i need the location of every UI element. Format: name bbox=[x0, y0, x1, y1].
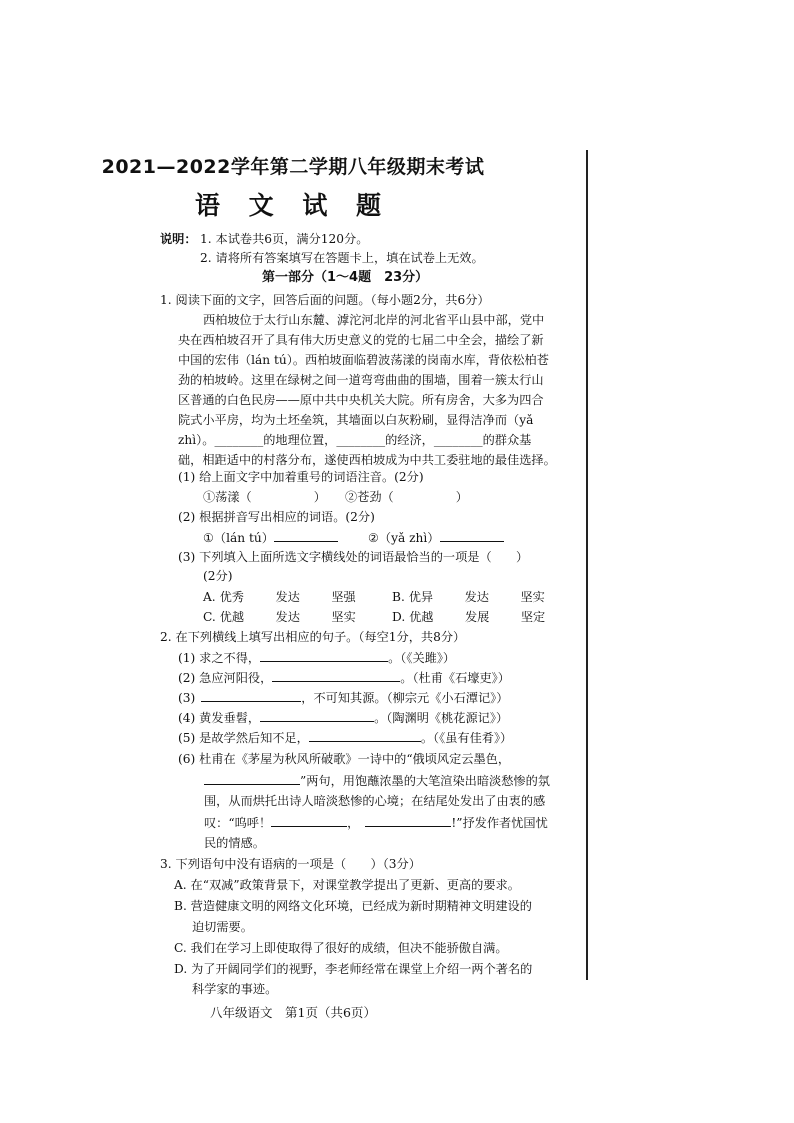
q1-sub1-a bbox=[203, 490, 326, 504]
q3-option-c: C. 我们在学习上即使取得了很好的成绩，但决不能骄傲自满。 bbox=[174, 941, 508, 955]
option-label: C. bbox=[203, 610, 216, 624]
q3-option-b-cont: 迫切需要。 bbox=[192, 920, 253, 934]
q3-option-b: B. 营造健康文明的网络文化环境，已经成为新时期精神文明建设的 bbox=[174, 899, 532, 913]
q2-text: 。（杜甫《石壕吏》） bbox=[400, 671, 510, 685]
q2-text: (1) 求之不得， bbox=[178, 651, 261, 665]
option-word: 优异 bbox=[408, 590, 434, 604]
q2-text: ”两句，用饱蘸浓墨的大笔渲染出暗淡愁惨的氛 bbox=[300, 774, 550, 788]
q3-option-d-cont: 科学家的事迹。 bbox=[192, 982, 278, 996]
option-word: 优秀 bbox=[219, 590, 244, 604]
notes-item-1: 1. 本试卷共6页，满分120分。 bbox=[200, 232, 369, 246]
q2-line-6c: 围，从而烘托出诗人暗淡愁惨的心境；在结尾处发出了由衷的感 bbox=[204, 794, 546, 808]
part1-heading: 第一部分（1～4题 23分） bbox=[262, 270, 429, 285]
q1-passage-line: 中国的宏伟（lán tú）。西柏坡面临碧波荡漾的岗南水库，背依松柏苍 bbox=[178, 353, 549, 367]
answer-blank[interactable] bbox=[260, 650, 388, 662]
q3-stem: 3. 下列语句中没有语病的一项是（ ）（3分） bbox=[160, 857, 421, 871]
q1-sub3-score: (2分) bbox=[203, 569, 233, 583]
q2-text: 。（陶渊明《桃花源记》） bbox=[374, 711, 509, 725]
q1-passage-line: 央在西柏坡召开了具有伟大历史意义的党的七届二中全会，描绘了新 bbox=[178, 333, 544, 347]
q1-sub2-b bbox=[368, 530, 504, 545]
option-word: 坚实 bbox=[331, 610, 356, 624]
q1-passage-line: 院式小平房，均为土坯垒筑，其墙面以白灰粉刷，显得洁净而（yǎ bbox=[178, 413, 534, 427]
answer-blank[interactable] bbox=[271, 815, 347, 827]
q1-sub1-a-label: ①荡漾（ bbox=[203, 490, 252, 504]
q2-line-6e: 民的情感。 bbox=[204, 836, 265, 850]
q2-line-6b bbox=[204, 773, 550, 788]
q1-sub2-a-label: ①（lán tú） bbox=[203, 531, 274, 545]
answer-blank[interactable] bbox=[272, 670, 400, 682]
q3-option-d: D. 为了开阔同学们的视野，李老师经常在课堂上介绍一两个著名的 bbox=[174, 962, 533, 976]
q1-passage-line: 础，相距适中的村落分布，遂使西柏坡成为中共工委驻地的最佳选择。 bbox=[178, 453, 556, 467]
answer-blank[interactable] bbox=[204, 773, 300, 785]
option-word: 发达 bbox=[464, 590, 489, 604]
q1-sub2-a bbox=[203, 530, 338, 545]
q1-passage-line: 西柏坡位于太行山东麓、滹沱河北岸的河北省平山县中部，党中 bbox=[203, 313, 545, 327]
option-word: 发达 bbox=[275, 610, 300, 624]
q1-passage-line: zhì）。________的地理位置，________的经济，________的群众基 bbox=[178, 433, 532, 447]
q2-text: (2) 急应河阳役， bbox=[178, 671, 273, 685]
option-label: B. bbox=[392, 590, 405, 604]
q1-sub2: (2) 根据拼音写出相应的词语。(2分) bbox=[178, 510, 375, 524]
option-d bbox=[392, 610, 545, 624]
option-b bbox=[392, 590, 545, 604]
q1-sub1: (1) 给上面文字中加着重号的词语注音。(2分) bbox=[178, 470, 424, 484]
q2-line-6: (6) 杜甫在《茅屋为秋风所破歌》一诗中的“俄顷风定云墨色， bbox=[178, 752, 511, 766]
q2-text: 。（《关雎》） bbox=[388, 651, 456, 665]
q3-option-a: A. 在“双减”政策背景下，对课堂教学提出了更新、更高的要求。 bbox=[174, 878, 520, 892]
q1-sub2-b-label: ②（yǎ zhì） bbox=[368, 531, 440, 545]
q2-text: (5) 是故学然后知不足， bbox=[178, 731, 309, 745]
option-word: 坚强 bbox=[331, 590, 356, 604]
q2-line-5 bbox=[178, 730, 512, 745]
option-c bbox=[203, 610, 356, 624]
notes-label: 说明： bbox=[160, 232, 197, 246]
option-label: D. bbox=[392, 610, 406, 624]
q2-text: (4) 黄发垂髫， bbox=[178, 711, 261, 725]
answer-blank[interactable] bbox=[440, 530, 504, 542]
q1-sub1-b-label: ②苍劲（ bbox=[345, 490, 394, 504]
q2-line-1 bbox=[178, 650, 455, 665]
answer-blank[interactable] bbox=[365, 815, 451, 827]
answer-blank[interactable] bbox=[274, 530, 338, 542]
option-word: 坚实 bbox=[520, 590, 545, 604]
option-label: A. bbox=[203, 590, 216, 604]
answer-blank[interactable] bbox=[201, 690, 301, 702]
exam-subject-title: 语 文 试 题 bbox=[194, 191, 392, 220]
close-paren: ） bbox=[313, 490, 326, 504]
q2-text: ，不可知其源。（柳宗元《小石潭记》） bbox=[301, 691, 509, 705]
page-footer: 八年级语文 第1页（共6页） bbox=[210, 1005, 376, 1020]
q1-passage-line: 劲的柏坡岭。这里在绿树之间一道弯弯曲曲的围墙，围着一簇太行山 bbox=[178, 373, 544, 387]
answer-blank[interactable] bbox=[260, 710, 374, 722]
q1-sub3: (3) 下列填入上面所选文字横线处的词语最恰当的一项是（ ） bbox=[178, 550, 529, 564]
option-a bbox=[203, 590, 356, 604]
answer-blank[interactable] bbox=[309, 730, 421, 742]
option-word: 坚定 bbox=[520, 610, 546, 624]
q2-text: (3) bbox=[178, 691, 196, 705]
q2-line-2 bbox=[178, 670, 510, 685]
q2-stem: 2. 在下列横线上填写出相应的句子。（每空1分，共8分） bbox=[160, 630, 466, 644]
exam-title: 2021—2022学年第二学期八年级期末考试 bbox=[101, 156, 485, 178]
q2-text: !”抒发作者忧国忧 bbox=[451, 816, 548, 830]
option-word: 优越 bbox=[409, 610, 434, 624]
q2-text: 叹：“呜呼！ bbox=[204, 816, 272, 830]
q2-text: ， bbox=[347, 816, 360, 830]
q1-sub1-b bbox=[345, 490, 468, 504]
q2-line-6d bbox=[204, 815, 548, 830]
binding-line bbox=[586, 150, 588, 980]
q1-passage-line: 区普通的白色民房——原中共中央机关大院。所有房舍，大多为四合 bbox=[178, 393, 544, 407]
option-word: 发达 bbox=[275, 590, 300, 604]
q1-stem: 1. 阅读下面的文字，回答后面的问题。（每小题2分，共6分） bbox=[160, 293, 490, 307]
q2-text: 。（《虽有佳肴》） bbox=[420, 731, 513, 745]
close-paren: ） bbox=[455, 490, 468, 504]
option-word: 优越 bbox=[219, 610, 245, 624]
q2-line-4 bbox=[178, 710, 508, 725]
notes-item-2: 2. 请将所有答案填写在答题卡上，填在试卷上无效。 bbox=[200, 251, 484, 265]
option-word: 发展 bbox=[464, 610, 490, 624]
q2-line-3 bbox=[178, 690, 508, 705]
